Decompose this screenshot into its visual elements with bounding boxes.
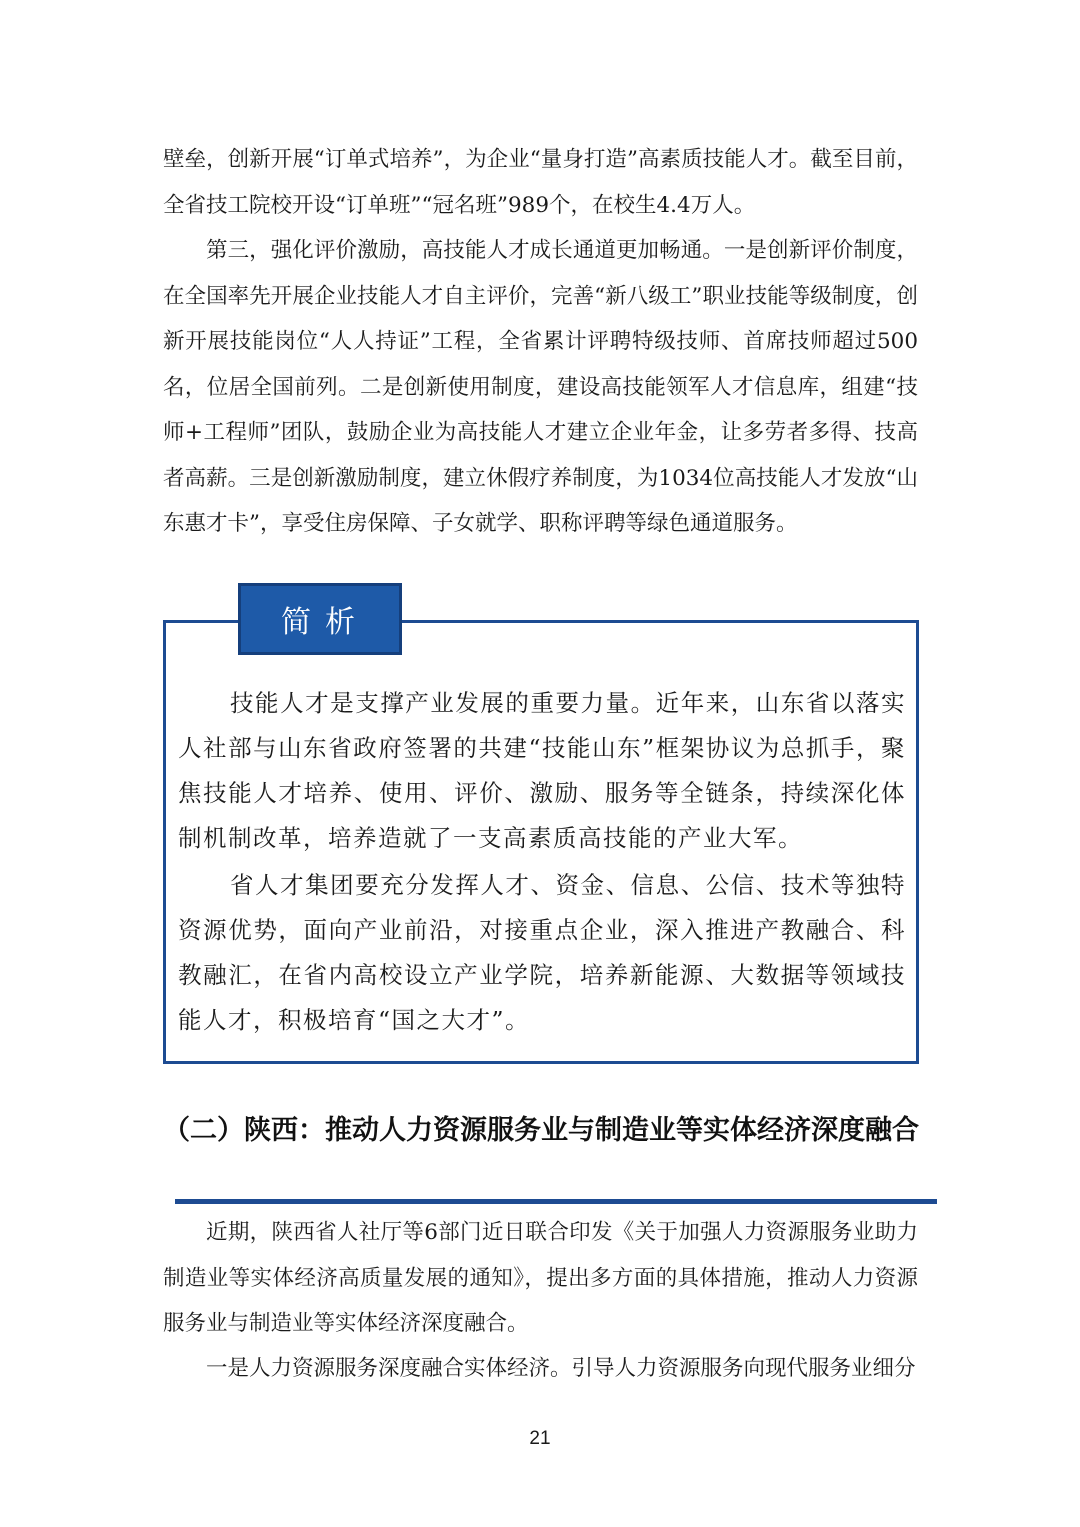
page-number: 21 bbox=[529, 1428, 551, 1449]
analysis-paragraph: 技能人才是支撑产业发展的重要力量。近年来，山东省以落实人社部与山东省政府签署的共建“技能山东”框架协议为总抓手，聚焦技能人才培养、使用、评价、激励、服务等全链条，持续深化体制机制改革，培养造就了一支高素质高技能的产业大军。 bbox=[178, 689, 906, 852]
heading-underline bbox=[175, 1199, 937, 1204]
body-paragraph: 第三，强化评价激励，高技能人才成长通道更加畅通。一是创新评价制度，在全国率先开展企业技能人才自主评价，完善“新八级工”职业技能等级制度，创新开展技能岗位“人人持证”工程，全省累计评聘特级技师、首席技师超过500名，位居全国前列。二是创新使用制度，建设高技能领军人才信息库，组建“技师+工程师”团队，鼓励企业为高技能人才建立企业年金，让多劳者多得、技高者高薪。三是创新激励制度，建立休假疗养制度，为1034位高技能人才发放“山东惠才卡”，享受住房保障、子女就学、职称评聘等绿色通道服务。 bbox=[163, 238, 918, 536]
section-heading: （二）陕西：推动人力资源服务业与制造业等实体经济深度融合 bbox=[163, 1115, 919, 1146]
body-paragraph: 一是人力资源服务深度融合实体经济。引导人力资源服务向现代服务业细分 bbox=[206, 1356, 916, 1381]
analysis-box-title: 简析 bbox=[238, 583, 402, 655]
body-paragraph: 近期，陕西省人社厅等6部门近日联合印发《关于加强人力资源服务业助力制造业等实体经济高质量发展的通知》，提出多方面的具体措施，推动人力资源服务业与制造业等实体经济深度融合。 bbox=[163, 1220, 918, 1336]
body-paragraph: 壁垒，创新开展“订单式培养”，为企业“量身打造”高素质技能人才。截至目前，全省技工院校开设“订单班”“冠名班”989个，在校生4.4万人。 bbox=[163, 147, 918, 218]
analysis-paragraph: 省人才集团要充分发挥人才、资金、信息、公信、技术等独特资源优势，面向产业前沿，对接重点企业，深入推进产教融合、科教融汇，在省内高校设立产业学院，培养新能源、大数据等领域技能人才，积极培育“国之大才”。 bbox=[178, 871, 906, 1034]
